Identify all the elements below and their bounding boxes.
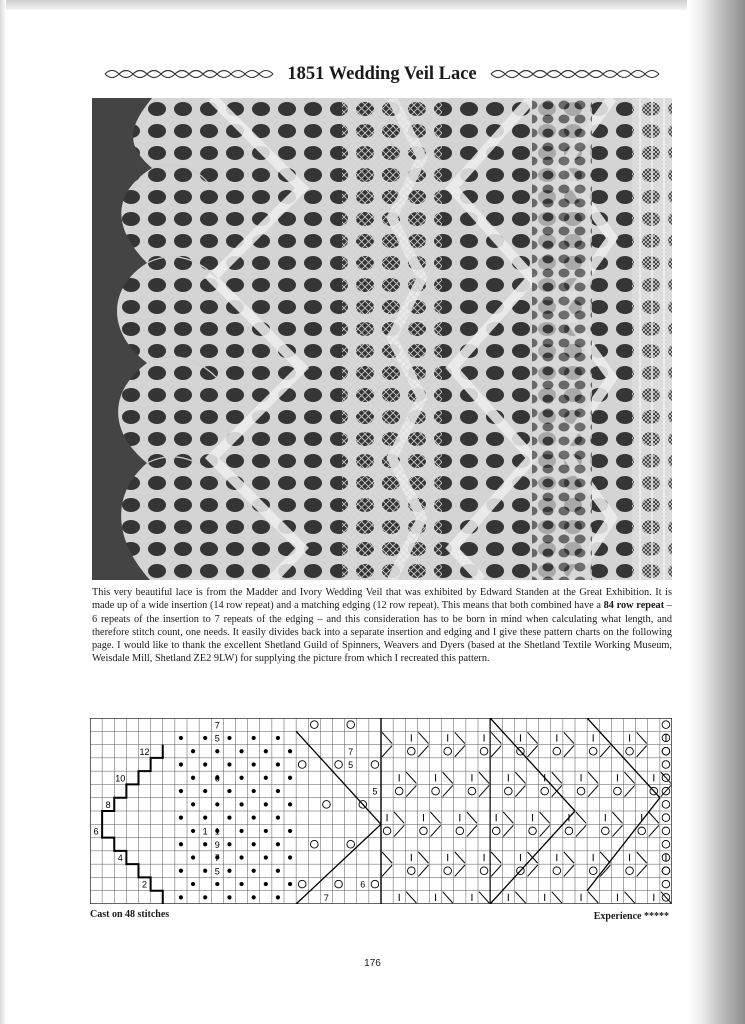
chart-purl-symbol [191, 855, 195, 859]
cast-on-note: Cast on 48 stitches [90, 909, 170, 920]
chart-purl-symbol [252, 816, 256, 820]
description-text-2: – 6 repeats of the insertion to 7 repeats of the edging – and this consideration has to be born in mind when calculating what length, and therefore stitch count, one needs. It easily divides back into a separate insertion and edging and I give these pattern charts on the following page. I would like to thank the excellent Shetland Guild of Spinners, Weavers and Dyers (based at the Shetland Textile Working Museum, Weisdale Mill, Shetland ZE2 9LW) for supplying the picture from which I recreated this pattern. [92, 600, 672, 665]
chart-purl-symbol [239, 829, 243, 833]
chart-purl-symbol [227, 816, 231, 820]
chart-purl-symbol [288, 829, 292, 833]
chart-purl-symbol [239, 749, 243, 753]
chart-purl-symbol [288, 802, 292, 806]
chart-row-number: 7 [348, 746, 354, 757]
chart-purl-symbol [239, 882, 243, 886]
chart-purl-symbol [191, 882, 195, 886]
chart-purl-symbol [264, 829, 268, 833]
chart-purl-symbol [239, 855, 243, 859]
chart-purl-symbol [288, 749, 292, 753]
chart-row-number: 4 [117, 853, 123, 864]
scan-shadow-top [0, 0, 745, 10]
chart-purl-symbol [252, 895, 256, 899]
page-title: 1851 Wedding Veil Lace [287, 63, 477, 84]
chart-purl-symbol [252, 869, 256, 873]
book-gutter-shadow [687, 0, 745, 1024]
chart-purl-symbol [227, 869, 231, 873]
chart-row-number: 1 [202, 826, 208, 837]
chart-purl-symbol [227, 789, 231, 793]
scan-shadow-left [0, 0, 6, 1024]
experience-rating: Experience ***** [593, 911, 669, 922]
chart-purl-symbol [203, 869, 207, 873]
chart-purl-symbol [288, 855, 292, 859]
chart-row-number: 5 [214, 733, 220, 744]
chart-purl-symbol [264, 802, 268, 806]
chart-row-number: 9 [214, 839, 220, 850]
lace-photo-image [92, 98, 672, 580]
chart-purl-symbol [203, 895, 207, 899]
left-ornament-icon [103, 67, 275, 81]
chart-purl-symbol [252, 762, 256, 766]
chart-purl-symbol [276, 869, 280, 873]
chart-purl-symbol [276, 895, 280, 899]
chart-row-number: 7 [214, 853, 220, 864]
chart-purl-symbol [203, 789, 207, 793]
lace-photo [92, 98, 672, 580]
chart-purl-symbol [179, 842, 183, 846]
chart-purl-symbol [215, 882, 219, 886]
chart-row-number: 10 [115, 773, 126, 784]
chart-purl-symbol [191, 829, 195, 833]
description-text-1: This very beautiful lace is from the Madder and Ivory Wedding Veil that was exhibited by Edward Standen at the Great Exhibition. It is made up of a wide insertion (14 row repeat) and a matching edging (12 row repeat). This means that both combined have a [92, 587, 672, 612]
chart-purl-symbol [191, 776, 195, 780]
chart-purl-symbol [239, 776, 243, 780]
chart-purl-symbol [227, 736, 231, 740]
chart-purl-symbol [203, 736, 207, 740]
chart-purl-symbol [264, 882, 268, 886]
chart-row-number: 1 [214, 826, 220, 837]
chart-row-number: 5 [372, 786, 378, 797]
chart-purl-symbol [179, 869, 183, 873]
chart-row-number: 7 [214, 720, 220, 731]
chart-purl-symbol [276, 762, 280, 766]
chart-purl-symbol [227, 842, 231, 846]
chart-purl-symbol [252, 736, 256, 740]
chart-purl-symbol [227, 762, 231, 766]
chart-purl-symbol [179, 895, 183, 899]
description-paragraph [92, 586, 672, 666]
chart-row-number: 12 [139, 746, 150, 757]
chart-purl-symbol [288, 882, 292, 886]
chart-purl-symbol [276, 816, 280, 820]
chart-purl-symbol [179, 736, 183, 740]
title-row [92, 60, 672, 88]
page-number: 176 [364, 958, 381, 969]
chart-purl-symbol [179, 789, 183, 793]
chart-purl-symbol [179, 816, 183, 820]
chart-row-number: 6 [93, 826, 99, 837]
chart-purl-symbol [276, 789, 280, 793]
chart-purl-symbol [276, 736, 280, 740]
chart-purl-symbol [276, 842, 280, 846]
chart-purl-symbol [252, 789, 256, 793]
chart-purl-symbol [203, 762, 207, 766]
chart-purl-symbol [215, 802, 219, 806]
chart-row-number: 5 [214, 866, 220, 877]
chart-purl-symbol [252, 842, 256, 846]
chart-purl-symbol [288, 776, 292, 780]
chart-purl-symbol [215, 749, 219, 753]
chart-row-number: 7 [323, 893, 329, 903]
chart-row-number: 6 [214, 773, 220, 784]
chart-purl-symbol [264, 749, 268, 753]
chart-row-number: 6 [360, 879, 366, 890]
chart-row-number: 5 [348, 760, 354, 771]
chart-purl-symbol [264, 776, 268, 780]
chart-purl-symbol [179, 762, 183, 766]
chart-purl-symbol [191, 802, 195, 806]
right-ornament-icon [489, 67, 661, 81]
description-bold: 84 row repeat [603, 600, 665, 612]
lace-pattern-chart [90, 718, 672, 904]
chart-purl-symbol [264, 855, 268, 859]
chart-purl-symbol [227, 895, 231, 899]
chart-purl-symbol [203, 816, 207, 820]
chart-purl-symbol [203, 842, 207, 846]
chart-purl-symbol [191, 749, 195, 753]
chart-row-number: 2 [142, 879, 148, 890]
chart-purl-symbol [239, 802, 243, 806]
chart-row-number: 8 [105, 800, 111, 810]
